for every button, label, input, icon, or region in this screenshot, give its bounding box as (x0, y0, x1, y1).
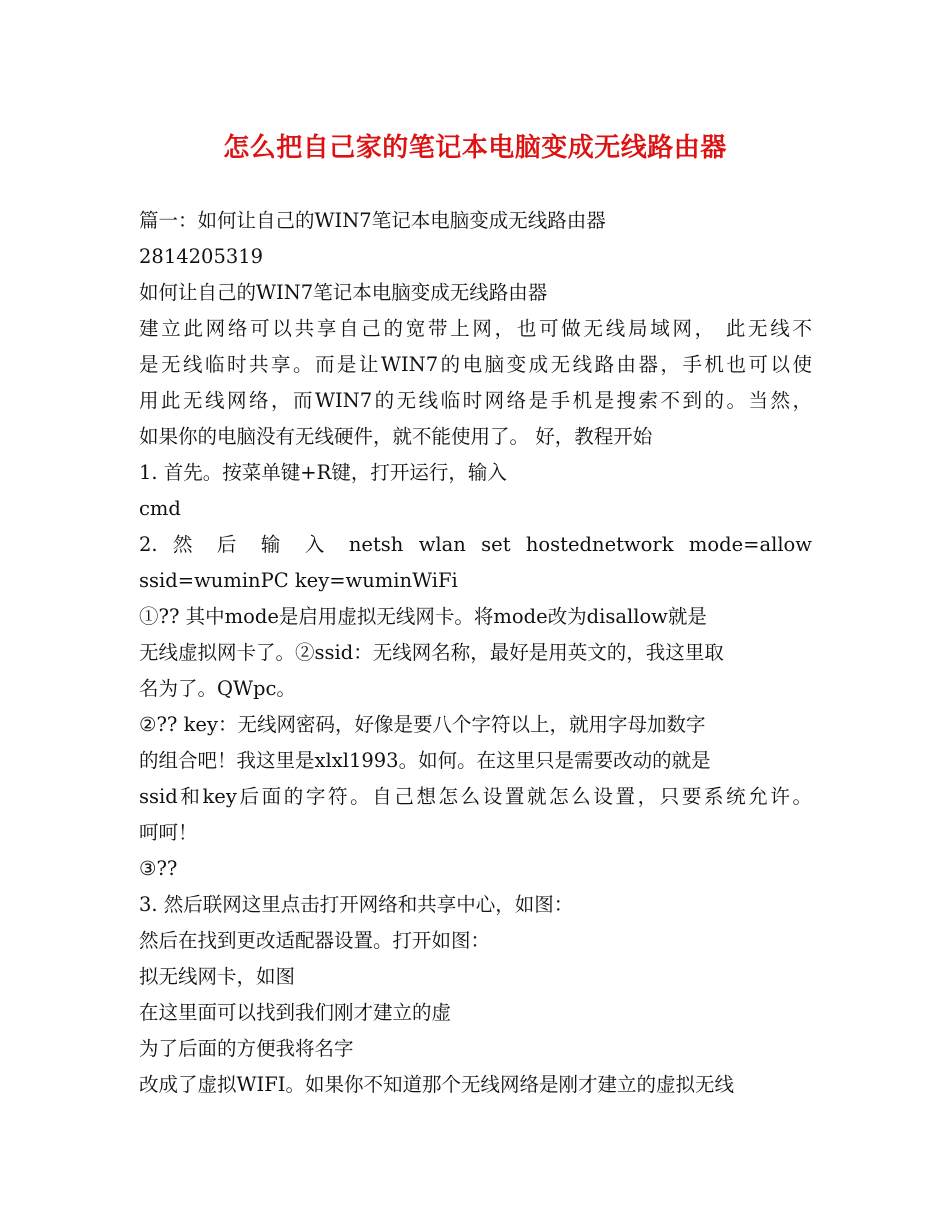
body-line: 用此无线网络，而WIN7的无线临时网络是手机是搜索不到的。当然， (139, 389, 812, 412)
body-line: 拟无线网卡，如图 (139, 965, 296, 988)
body-line: 为了后面的方便我将名字 (139, 1037, 354, 1060)
body-line: 篇一：如何让自己的WIN7笔记本电脑变成无线路由器 (139, 209, 606, 232)
body-line: 名为了。QWpc。 (139, 677, 296, 700)
body-line: 无线虚拟网卡了。②ssid：无线网名称，最好是用英文的，我这里取 (139, 641, 724, 664)
body-line: 1. 首先。按菜单键+R键，打开运行，输入 (139, 461, 507, 484)
document-title: 怎么把自己家的笔记本电脑变成无线路由器 (223, 133, 727, 163)
body-line: ②?? key：无线网密码，好像是要八个字符以上，就用字母加数字 (139, 713, 706, 736)
body-line: 是无线临时共享。而是让WIN7的电脑变成无线路由器，手机也可以使 (139, 353, 812, 376)
body-line: cmd (139, 497, 181, 520)
body-line: ③?? (139, 857, 178, 880)
body-line: 在这里面可以找到我们刚才建立的虚 (139, 1001, 452, 1024)
body-line: 的组合吧！我这里是xlxl1993。如何。在这里只是需要改动的就是 (139, 749, 711, 772)
body-line: 3. 然后联网这里点击打开网络和共享中心，如图： (139, 893, 574, 916)
body-line: 呵呵！ (139, 821, 198, 844)
body-line: 建立此网络可以共享自己的宽带上网，也可做无线局域网， 此无线不 (139, 317, 812, 340)
body-line: ssid和key后面的字符。自己想怎么设置就怎么设置，只要系统允许。 (139, 785, 812, 808)
body-line: 如何让自己的WIN7笔记本电脑变成无线路由器 (139, 281, 548, 304)
body-line: 改成了虚拟WIFI。如果你不知道那个无线网络是刚才建立的虚拟无线 (139, 1073, 734, 1096)
body-line: 2. 然 后 输 入 netsh wlan set hostednetwork mode=allow (139, 533, 812, 556)
body-line: 2814205319 (139, 245, 264, 268)
body-line: 如果你的电脑没有无线硬件，就不能使用了。 好，教程开始 (139, 425, 653, 448)
body-line: ①?? 其中mode是启用虚拟无线网卡。将mode改为disallow就是 (139, 605, 707, 628)
body-line: ssid=wuminPC key=wuminWiFi (139, 569, 458, 592)
body-line: 然后在找到更改适配器设置。打开如图： (139, 929, 491, 952)
